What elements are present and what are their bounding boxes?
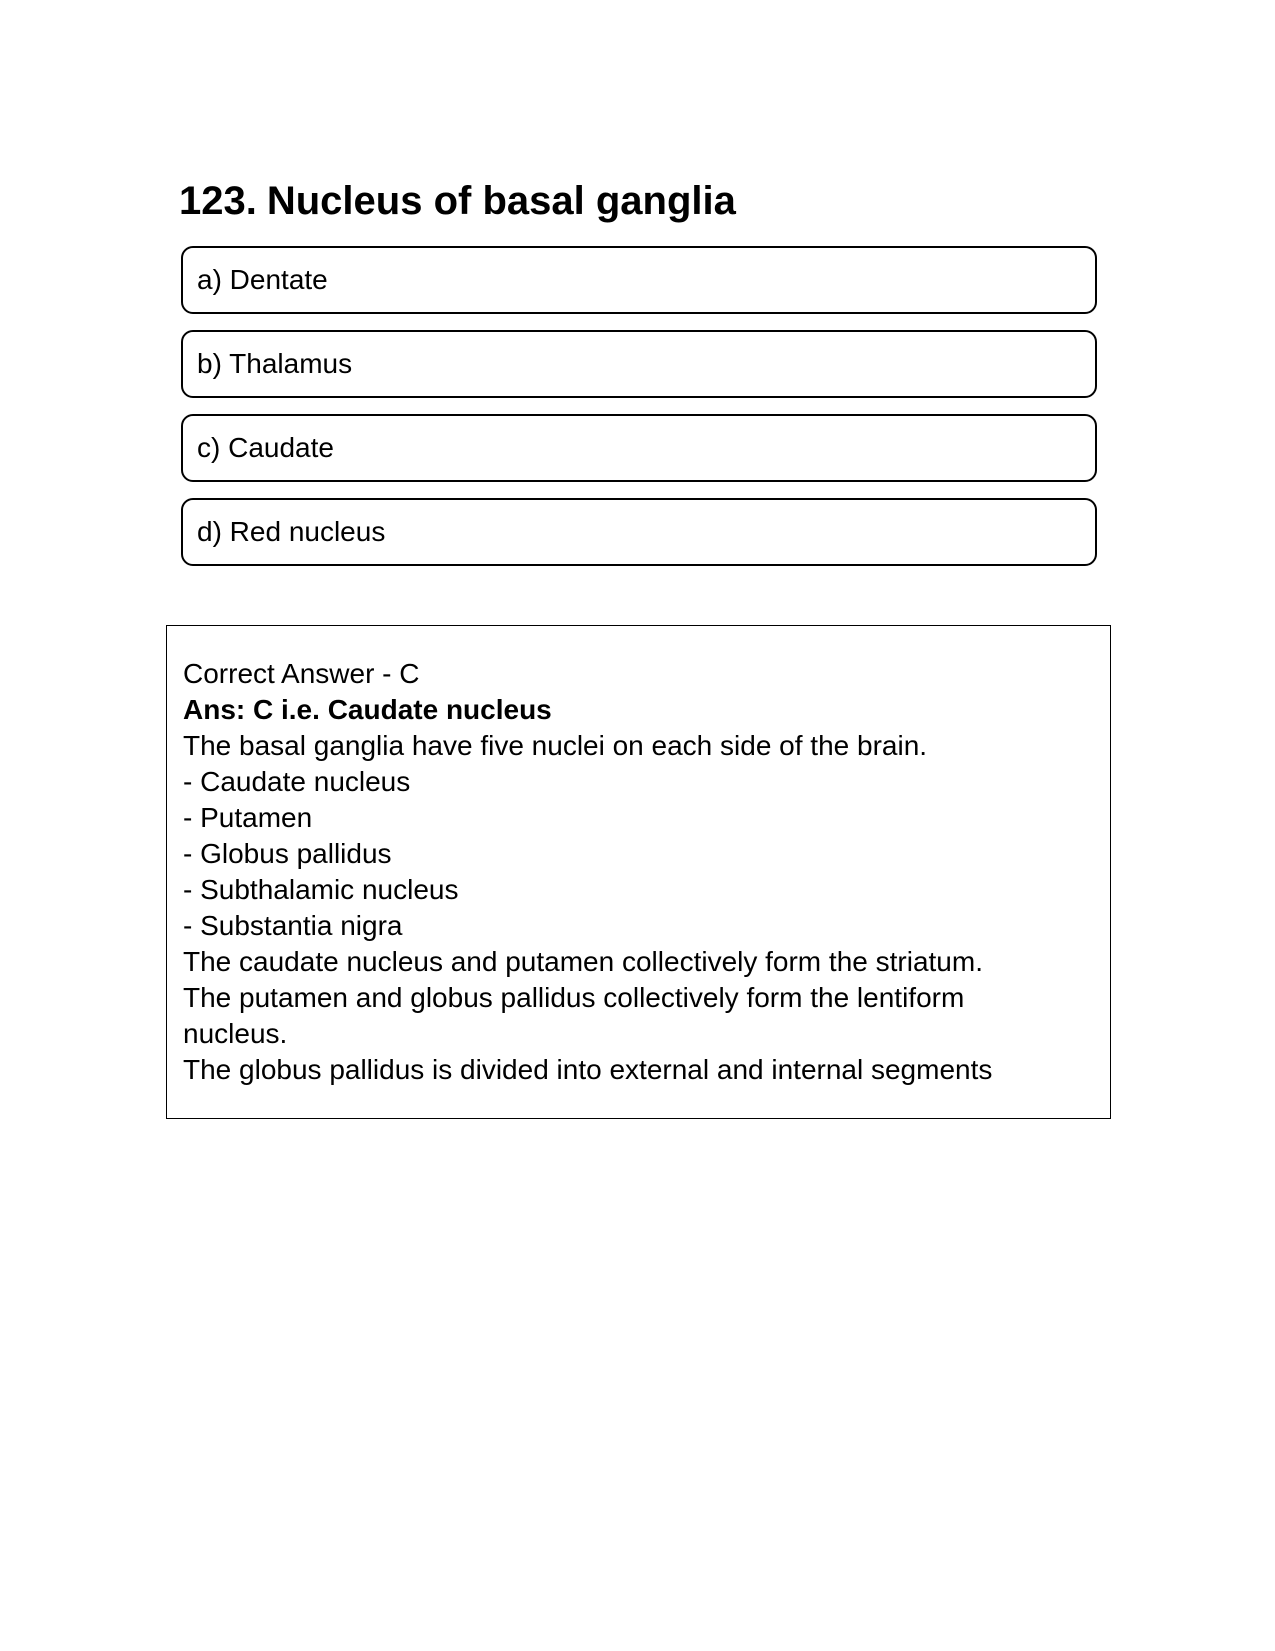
explanation-line: The globus pallidus is divided into external and internal segments [183, 1054, 993, 1085]
explanation-line: - Caudate nucleus [183, 766, 411, 797]
question-text: Nucleus of basal ganglia [266, 179, 736, 223]
explanation-line: The putamen and globus pallidus collectively form the lentiform [183, 982, 965, 1013]
explanation-line: The basal ganglia have five nuclei on each side of the brain. [183, 730, 928, 761]
explanation-line: The caudate nucleus and putamen collectively form the striatum. [183, 946, 983, 977]
question-title [179, 178, 736, 224]
question-number: 123. [179, 179, 257, 223]
options-list [181, 246, 1097, 582]
explanation-line: - Substantia nigra [183, 910, 403, 941]
correct-answer-line: Correct Answer - C [183, 658, 420, 689]
explanation-line: - Putamen [183, 802, 313, 833]
answer-heading: Ans: C i.e. Caudate nucleus [183, 694, 552, 725]
option-d[interactable]: d) Red nucleus [181, 498, 1097, 566]
explanation-line: nucleus. [183, 1018, 288, 1049]
explanation-line: - Globus pallidus [183, 838, 392, 869]
option-a[interactable]: a) Dentate [181, 246, 1097, 314]
option-b[interactable]: b) Thalamus [181, 330, 1097, 398]
explanation-line: - Subthalamic nucleus [183, 874, 459, 905]
option-c[interactable]: c) Caudate [181, 414, 1097, 482]
answer-explanation-box [166, 625, 1111, 1119]
